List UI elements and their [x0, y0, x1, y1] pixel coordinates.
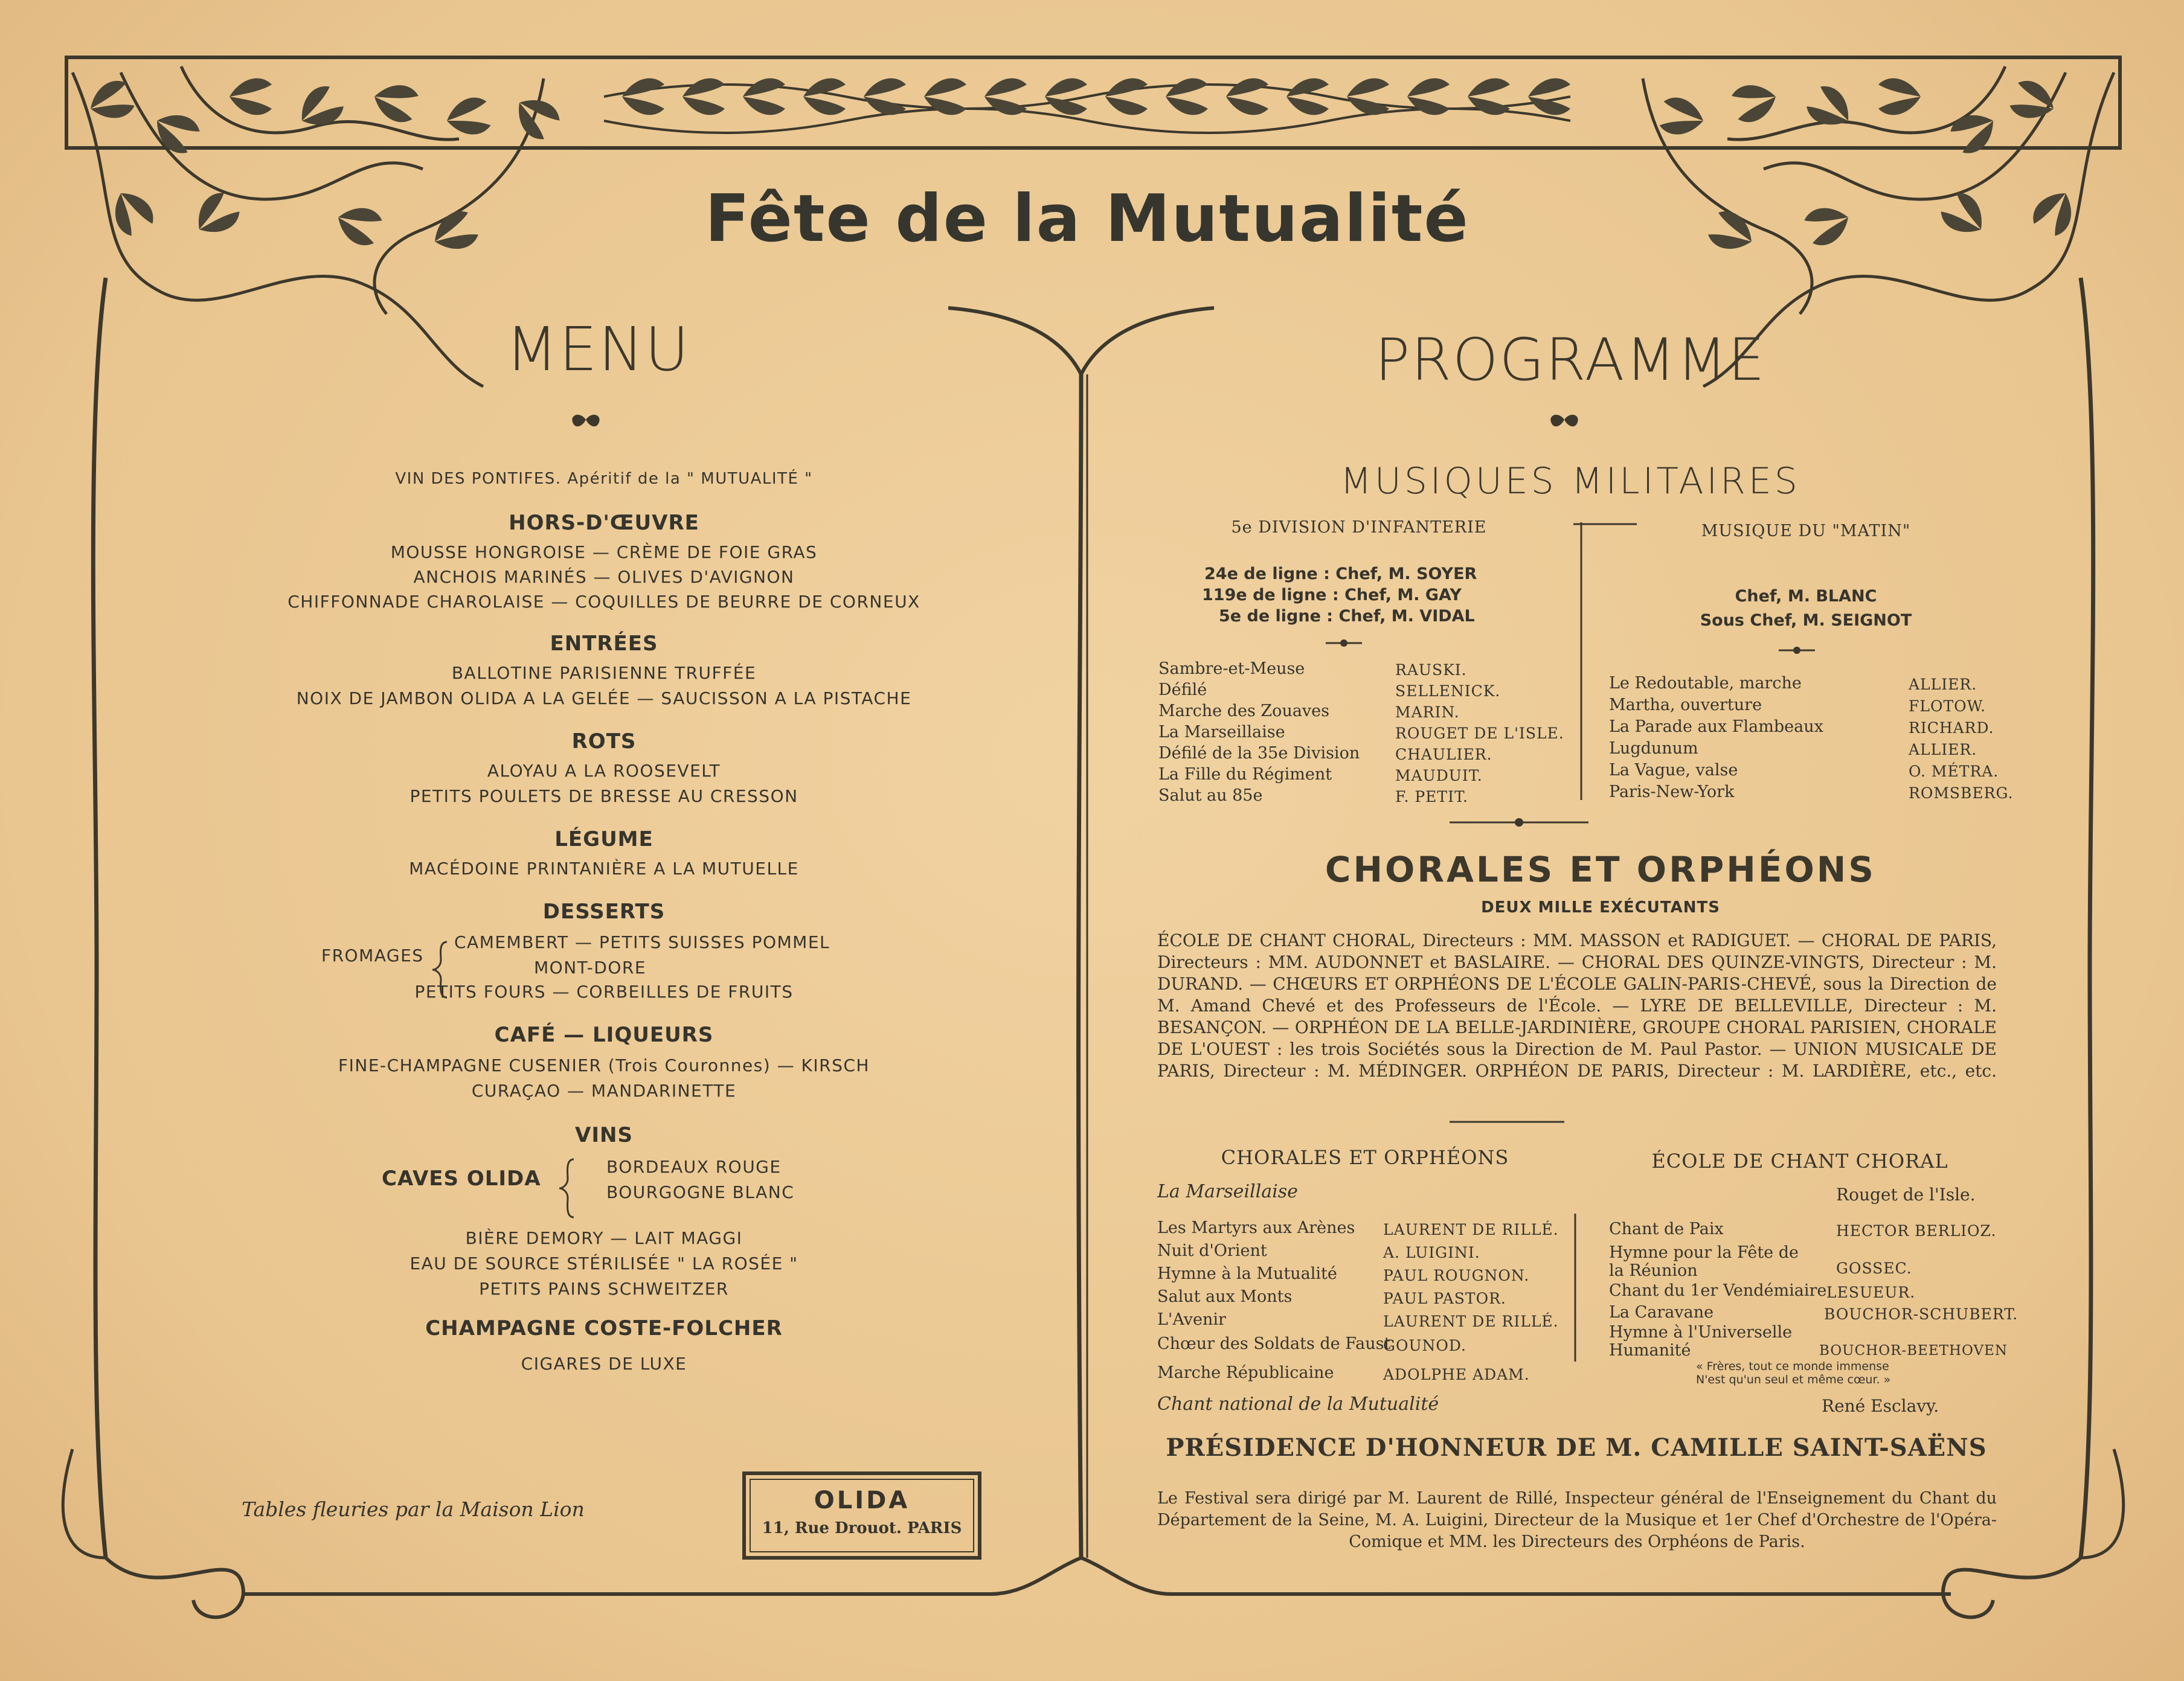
piece-composer: CHAULIER.	[1395, 746, 1492, 763]
menu-item: ANCHOIS MARINÉS — OLIVES D'AVIGNON	[413, 567, 795, 587]
chorales-subtitle: DEUX MILLE EXÉCUTANTS	[1481, 898, 1720, 917]
section-cafe: CAFÉ — LIQUEURS	[494, 1023, 714, 1047]
section-hors-doeuvre: HORS-D'ŒUVRE	[509, 511, 699, 535]
piece-title: Marche des Zouaves	[1158, 702, 1330, 720]
menu-item: PETITS POULETS DE BRESSE AU CRESSON	[410, 786, 798, 806]
section-vins: VINS	[575, 1123, 633, 1147]
chorale-piece-composer: LAURENT DE RILLÉ.	[1383, 1221, 1559, 1238]
chef-line: Sous Chef, M. SEIGNOT	[1700, 611, 1912, 630]
ecole-piece-title: La Caravane	[1609, 1303, 1714, 1322]
caves-olida-label: CAVES OLIDA	[382, 1167, 541, 1191]
piece-title: Sambre-et-Meuse	[1158, 659, 1305, 678]
division-infanterie-title: 5e DIVISION D'INFANTERIE	[1231, 518, 1487, 537]
chorale-piece-title: Hymne à la Mutualité	[1157, 1264, 1337, 1283]
piece-composer: FLOTOW.	[1909, 697, 1986, 715]
chef-line: 24e de ligne : Chef, M. SOYER	[1204, 565, 1477, 583]
page-title: Fête de la Mutualité	[705, 181, 1469, 257]
chorale-piece-title: L'Avenir	[1157, 1310, 1226, 1329]
chorale-piece-composer: ADOLPHE ADAM.	[1383, 1366, 1530, 1383]
section-champagne: CHAMPAGNE COSTE-FOLCHER	[425, 1316, 783, 1340]
humanite-quote-line: « Frères, tout ce monde immense	[1696, 1360, 1889, 1373]
piece-composer: MAUDUIT.	[1395, 767, 1483, 784]
ecole-piece-composer: BOUCHOR-SCHUBERT.	[1824, 1305, 2019, 1323]
ecole-piece-title: Hymne pour la Fête de la Réunion	[1609, 1243, 1799, 1280]
piece-composer: MARIN.	[1395, 703, 1460, 721]
section-rots: ROTS	[571, 729, 637, 754]
section-entrees: ENTRÉES	[550, 632, 658, 656]
menu-item: BIÈRE DEMORY — LAIT MAGGI	[465, 1228, 743, 1248]
marseillaise-composer: Rouget de l'Isle.	[1836, 1185, 1976, 1205]
menu-item: MACÉDOINE PRINTANIÈRE A LA MUTUELLE	[409, 859, 799, 879]
chant-national-composer: René Esclavy.	[1822, 1396, 1939, 1416]
piece-composer: ROUGET DE L'ISLE.	[1395, 725, 1564, 742]
piece-title: Salut au 85e	[1158, 786, 1263, 805]
menu-heading: MENU	[506, 314, 690, 385]
menu-item: CURAÇAO — MANDARINETTE	[471, 1081, 737, 1101]
section-legume: LÉGUME	[554, 827, 654, 851]
piece-composer: SELLENICK.	[1395, 682, 1501, 700]
chorale-piece-title: Les Martyrs aux Arènes	[1157, 1218, 1355, 1237]
menu-item: CAMEMBERT — PETITS SUISSES POMMEL	[454, 932, 830, 952]
ecole-piece-composer: BOUCHOR-BEETHOVEN	[1819, 1343, 2008, 1359]
menu-intro: VIN DES PONTIFES. Apéritif de la " MUTUALITÉ "	[395, 470, 813, 488]
menu-item: PETITS FOURS — CORBEILLES DE FRUITS	[414, 982, 794, 1002]
chorale-piece-composer: GOUNOD.	[1383, 1337, 1467, 1354]
piece-title: Lugdunum	[1609, 739, 1698, 758]
menu-item: BALLOTINE PARISIENNE TRUFFÉE	[451, 663, 757, 683]
piece-title: Défilé	[1158, 680, 1207, 699]
piece-title: Martha, ouverture	[1609, 696, 1762, 714]
chorale-piece-composer: LAURENT DE RILLÉ.	[1383, 1313, 1559, 1330]
piece-composer: O. MÉTRA.	[1909, 763, 1999, 780]
humanite-quote-line: N'est qu'un seul et même cœur. »	[1696, 1373, 1891, 1386]
menu-item: MONT-DORE	[534, 958, 647, 978]
chorales-paragraph: ÉCOLE DE CHANT CHORAL, Directeurs : MM. MASSON et RADIGUET. — CHORAL DE PARIS, Directeurs : MM. AUDONNET et BASLAIRE. — CHORAL DES QUINZE-VINGTS, Directeur : M. DURAND. — CHŒURS ET ORPHÉONS DE L'ÉCOLE GALIN-PARIS-CHEVÉ, sous la Direction de M. Amand Chevé et des Professeurs de l'École. — LYRE DE BELLEVILLE, Directeur : M. BESANÇON. — ORPHÉON DE LA BELLE-JARDINIÈRE, GROUPE CHORAL PARISIEN, CHORALE DE L'OUEST : les trois Sociétés sous la Direction de M. Paul Pastor. — UNION MUSICALE DE PARIS, Directeur : M. MÉDINGER. ORPHÉON DE PARIS, Directeur : M. LARDIÈRE, etc., etc.	[1157, 930, 1997, 1081]
menu-item: FINE-CHAMPAGNE CUSENIER (Trois Couronnes) — KIRSCH	[338, 1055, 870, 1075]
piece-title: Défilé de la 35e Division	[1158, 744, 1360, 763]
ecole-piece-title: Hymne à l'Universelle Humanité	[1609, 1323, 1793, 1360]
olida-box-name: OLIDA	[814, 1487, 910, 1514]
piece-title: Paris-New-York	[1609, 783, 1735, 801]
menu-item: BORDEAUX ROUGE	[606, 1157, 782, 1177]
piece-composer: RAUSKI.	[1395, 661, 1467, 679]
presidence-line: PRÉSIDENCE D'HONNEUR DE M. CAMILLE SAINT-SAËNS	[1166, 1433, 1987, 1462]
chorale-piece-composer: A. LUIGINI.	[1383, 1244, 1480, 1261]
menu-item: NOIX DE JAMBON OLIDA A LA GELÉE — SAUCISSON A LA PISTACHE	[296, 688, 912, 708]
ecole-piece-composer: LESUEUR.	[1826, 1284, 1916, 1301]
ecole-piece-title: Chant de Paix	[1609, 1220, 1724, 1238]
piece-title: La Vague, valse	[1609, 761, 1738, 780]
chorale-piece-title: Salut aux Monts	[1157, 1287, 1293, 1306]
chorales-title: CHORALES ET ORPHÉONS	[1325, 849, 1877, 890]
ecole-piece-title: Chant du 1er Vendémiaire	[1609, 1281, 1827, 1300]
piece-composer: ROMSBERG.	[1909, 784, 2014, 802]
piece-composer: F. PETIT.	[1395, 788, 1468, 805]
chef-line: Chef, M. BLANC	[1735, 587, 1877, 606]
menu-item: MOUSSE HONGROISE — CRÈME DE FOIE GRAS	[390, 542, 818, 562]
chorale-piece-title: Marche Républicaine	[1157, 1363, 1334, 1382]
menu-item: ALOYAU A LA ROOSEVELT	[487, 761, 721, 781]
piece-title: La Fille du Régiment	[1158, 765, 1332, 784]
piece-composer: ALLIER.	[1909, 741, 1977, 758]
menu-item: CIGARES DE LUXE	[521, 1354, 687, 1374]
marseillaise-title: La Marseillaise	[1157, 1181, 1298, 1202]
chant-national-title: Chant national de la Mutualité	[1157, 1394, 1439, 1415]
tables-fleuries-note: Tables fleuries par la Maison Lion	[242, 1497, 585, 1521]
menu-item: BOURGOGNE BLANC	[606, 1182, 795, 1202]
fromages-label: FROMAGES	[321, 946, 424, 965]
piece-composer: ALLIER.	[1909, 676, 1977, 693]
ecole-piece-composer: GOSSEC.	[1836, 1260, 1912, 1277]
chorale-piece-composer: PAUL PASTOR.	[1383, 1290, 1506, 1307]
olida-box-address: 11, Rue Drouot. PARIS	[762, 1519, 962, 1537]
musique-du-matin-title: MUSIQUE DU "MATIN"	[1701, 522, 1911, 540]
ecole-piece-composer: HECTOR BERLIOZ.	[1836, 1222, 1997, 1240]
piece-title: La Marseillaise	[1158, 723, 1285, 741]
menu-item: PETITS PAINS SCHWEITZER	[479, 1279, 729, 1299]
chorale-piece-title: Nuit d'Orient	[1157, 1241, 1267, 1260]
piece-composer: RICHARD.	[1909, 719, 1994, 737]
menu-item: EAU DE SOURCE STÉRILISÉE " LA ROSÉE "	[410, 1254, 798, 1273]
chorale-piece-composer: PAUL ROUGNON.	[1383, 1267, 1530, 1284]
col-title-chorales: CHORALES ET ORPHÉONS	[1221, 1146, 1509, 1169]
menu-item: CHIFFONNADE CHAROLAISE — COQUILLES DE BEURRE DE CORNEUX	[287, 592, 920, 612]
programme-heading: PROGRAMME	[1375, 326, 1766, 394]
musiques-militaires-title: MUSIQUES MILITAIRES	[1340, 460, 1800, 502]
piece-title: La Parade aux Flambeaux	[1609, 717, 1823, 736]
piece-title: Le Redoutable, marche	[1609, 674, 1802, 693]
section-desserts: DESSERTS	[542, 900, 666, 924]
chef-line: 5e de ligne : Chef, M. VIDAL	[1219, 607, 1475, 626]
festival-paragraph: Le Festival sera dirigé par M. Laurent de Rillé, Inspecteur général de l'Enseignement du Chant du Département de la Seine, M. A. Luigini, Directeur de la Musique et 1er Chef d'Orchestre de l'Opéra-Comique et MM. les Directeurs des Orphéons de Paris.	[1157, 1489, 1997, 1551]
chef-line: 119e de ligne : Chef, M. GAY	[1202, 586, 1462, 604]
col-title-ecole: ÉCOLE DE CHANT CHORAL	[1651, 1150, 1948, 1173]
chorale-piece-title: Chœur des Soldats de Faust	[1157, 1334, 1391, 1353]
